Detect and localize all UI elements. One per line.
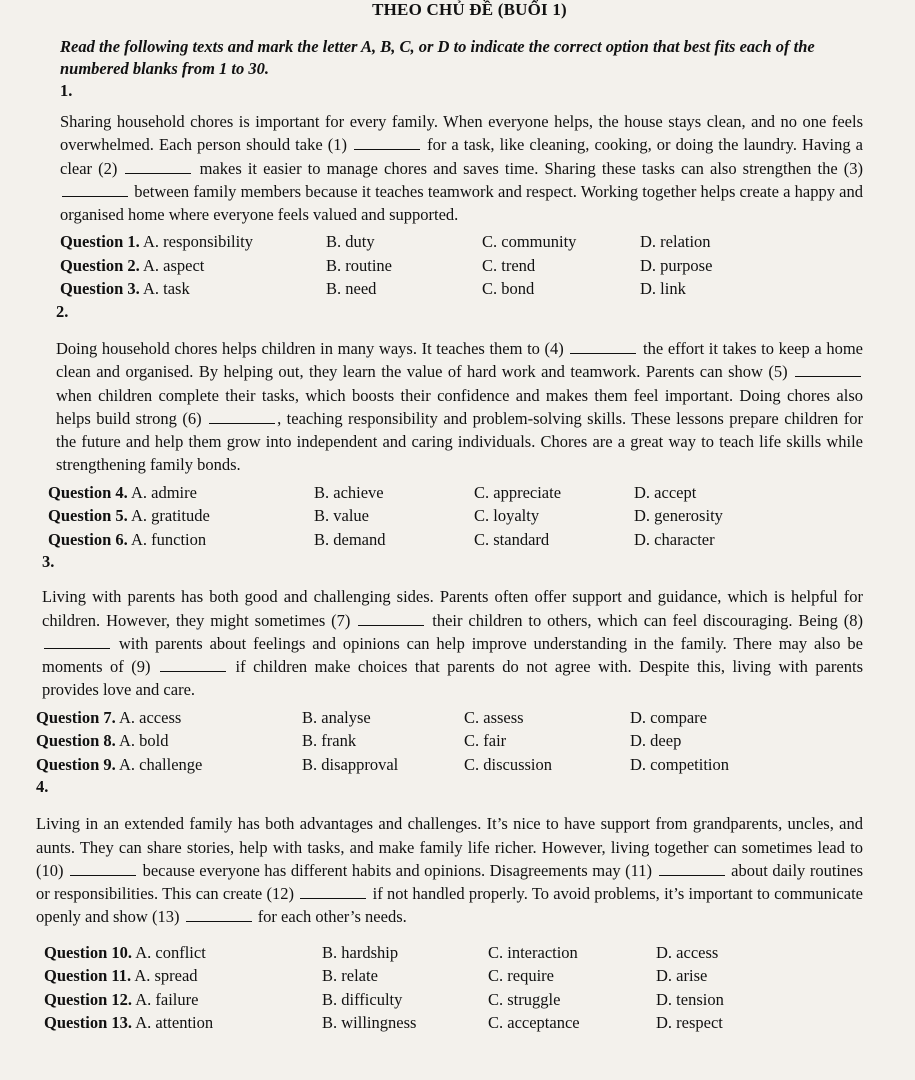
option-b: B. routine (326, 255, 392, 275)
option-b: B. analyse (302, 707, 371, 727)
option-d: D. link (640, 279, 686, 299)
question-label: Question 6. (48, 529, 128, 549)
passage-text: makes it easier to manage chores and saves time. Sharing these tasks can also strengthen the (3) (193, 158, 863, 178)
passage-text: for each other’s needs. (253, 907, 407, 927)
passage-text: Doing household chores helps children in many ways. It teaches them to (4) (56, 338, 569, 358)
option-d: D. arise (656, 966, 708, 986)
question-row (44, 1011, 863, 1035)
question-row (48, 504, 863, 528)
option-b: B. willingness (322, 1013, 417, 1033)
page-title: THEO CHỦ ĐỀ (BUỔI 1) (372, 0, 567, 19)
passage-text: when children complete their tasks, which boosts their confidence and makes them feel important. Doing chores also helps build strong (6) (56, 385, 863, 428)
option-b: B. difficulty (322, 989, 403, 1009)
question-label: Question 4. (48, 482, 128, 502)
question-label: Question 12. (44, 989, 133, 1009)
question-label: Question 11. (44, 966, 132, 986)
option-a: A. failure (135, 989, 199, 1009)
option-d: D. deep (630, 731, 682, 751)
option-c: C. bond (482, 279, 535, 299)
option-b: B. need (326, 279, 377, 299)
question-label: Question 2. (60, 255, 140, 275)
blank-11 (659, 874, 725, 876)
question-group-1 (60, 230, 863, 301)
passage-text: if not handled properly. To avoid problems, it’s important to communicate openly and show (13) (36, 884, 863, 927)
option-d: D. generosity (634, 506, 723, 526)
option-d: D. purpose (640, 255, 713, 275)
option-b: B. frank (302, 731, 357, 751)
option-a: A. gratitude (130, 506, 210, 526)
question-row (44, 988, 863, 1012)
option-c: C. appreciate (474, 482, 562, 502)
option-b: B. relate (322, 966, 378, 986)
blank-5 (795, 375, 861, 377)
blank-3 (62, 195, 128, 197)
question-label: Question 8. (36, 731, 116, 751)
option-c: C. loyalty (474, 506, 540, 526)
passage-3 (42, 585, 863, 701)
passage-text: the effort it takes to keep a home clean and organised. By helping out, they learn the value of hard work and teamwork. Parents can show (5) (56, 338, 863, 382)
option-c: C. fair (464, 731, 507, 751)
option-a: A. spread (134, 966, 198, 986)
option-c: C. acceptance (488, 1013, 580, 1033)
question-row (36, 706, 863, 730)
blank-9 (160, 670, 226, 672)
passage-text: for a task, like cleaning, cooking, or doing the laundry. Having a clear (2) (60, 135, 863, 178)
question-row (60, 277, 863, 301)
passage-2 (56, 337, 863, 477)
section-number: 1. (60, 81, 73, 100)
blank-10 (70, 874, 136, 876)
option-c: C. discussion (464, 754, 553, 774)
section-number: 4. (36, 777, 49, 797)
blank-4 (570, 352, 636, 354)
question-row (60, 230, 863, 254)
passage-4 (36, 812, 863, 928)
option-d: D. tension (656, 989, 724, 1009)
option-c: C. standard (474, 529, 550, 549)
option-d: D. competition (630, 754, 729, 774)
question-label: Question 3. (60, 279, 140, 299)
question-group-3 (36, 706, 863, 777)
question-row (48, 528, 863, 552)
passage-text: with parents about feelings and opinions can help improve understanding in the family. There may also be moments of (9) (42, 633, 863, 677)
option-a: A. conflict (135, 942, 206, 962)
option-d: D. respect (656, 1013, 723, 1033)
question-group-2 (48, 481, 863, 552)
question-label: Question 5. (48, 506, 128, 526)
option-a: A. challenge (118, 754, 203, 774)
option-a: A. attention (135, 1013, 214, 1033)
passage-1 (60, 110, 863, 226)
passage-text: their children to others, which can feel discouraging. Being (8) (426, 610, 863, 630)
instructions: Read the following texts and mark the letter A, B, C, or D to indicate the correct option that best fits each of the numbered blanks from 1 to 30. (60, 37, 815, 78)
blank-13 (186, 920, 252, 922)
question-row (44, 941, 863, 965)
option-c: C. trend (482, 255, 536, 275)
blank-8 (44, 647, 110, 649)
passage-text: between family members because it teaches teamwork and respect. Working together helps create a happy and organised home where everyone feels valued and supported. (60, 181, 863, 225)
blank-1 (354, 148, 420, 150)
question-row (60, 254, 863, 278)
option-a: A. responsibility (142, 232, 253, 252)
option-b: B. disapproval (302, 754, 399, 774)
blank-7 (358, 624, 424, 626)
blank-12 (300, 897, 366, 899)
passage-text: because everyone has different habits and opinions. Disagreements may (11) (138, 860, 657, 880)
passage-text: if children make choices that parents do not agree with. Despite this, living with parents provides love and care. (42, 657, 863, 700)
option-a: A. access (118, 707, 182, 727)
option-b: B. hardship (322, 942, 399, 962)
option-a: A. aspect (142, 255, 205, 275)
passage-text: Living with parents has both good and challenging sides. Parents often offer support and guidance, which is helpful for children. However, they might sometimes (7) (42, 587, 863, 630)
option-b: B. value (314, 506, 369, 526)
blank-6 (209, 422, 275, 424)
question-label: Question 7. (36, 707, 116, 727)
question-group-4 (44, 941, 863, 1035)
option-d: D. character (634, 529, 715, 549)
passage-text: Sharing household chores is important for every family. When everyone helps, the house stays clean, and no one feels overwhelmed. Each person should take (1) (60, 112, 863, 155)
question-label: Question 13. (44, 1013, 133, 1033)
section-number: 2. (56, 301, 69, 321)
question-label: Question 1. (60, 232, 140, 252)
section-number: 3. (42, 552, 55, 572)
option-d: D. access (656, 942, 719, 962)
option-c: C. community (482, 232, 577, 252)
question-label: Question 9. (36, 754, 116, 774)
question-row (44, 964, 863, 988)
blank-2 (125, 172, 191, 174)
passage-text: Living in an extended family has both advantages and challenges. It’s nice to have support from grandparents, uncles, and aunts. They can share stories, help with tasks, and make family life richer. However, living together can sometimes lead to (10) (36, 814, 863, 880)
passage-text: about daily routines or responsibilities. This can create (12) (36, 860, 863, 904)
option-d: D. compare (630, 707, 707, 727)
question-label: Question 10. (44, 942, 133, 962)
option-a: A. bold (118, 731, 169, 751)
option-a: A. task (142, 279, 190, 299)
option-c: C. assess (464, 707, 524, 727)
option-c: C. interaction (488, 942, 578, 962)
option-c: C. require (488, 966, 554, 986)
passage-text: , teaching responsibility and problem-solving skills. These lessons prepare children for the future and help them grow into independent and caring individuals. Chores are a great way to teach life skills while strengthening family bonds. (56, 408, 863, 475)
option-b: B. achieve (314, 482, 384, 502)
option-a: A. function (130, 529, 207, 549)
question-row (48, 481, 863, 505)
question-row (36, 753, 863, 777)
option-b: B. demand (314, 529, 386, 549)
option-d: D. relation (640, 232, 711, 252)
question-row (36, 729, 863, 753)
option-a: A. admire (130, 482, 197, 502)
option-c: C. struggle (488, 989, 561, 1009)
option-d: D. accept (634, 482, 697, 502)
option-b: B. duty (326, 232, 375, 252)
